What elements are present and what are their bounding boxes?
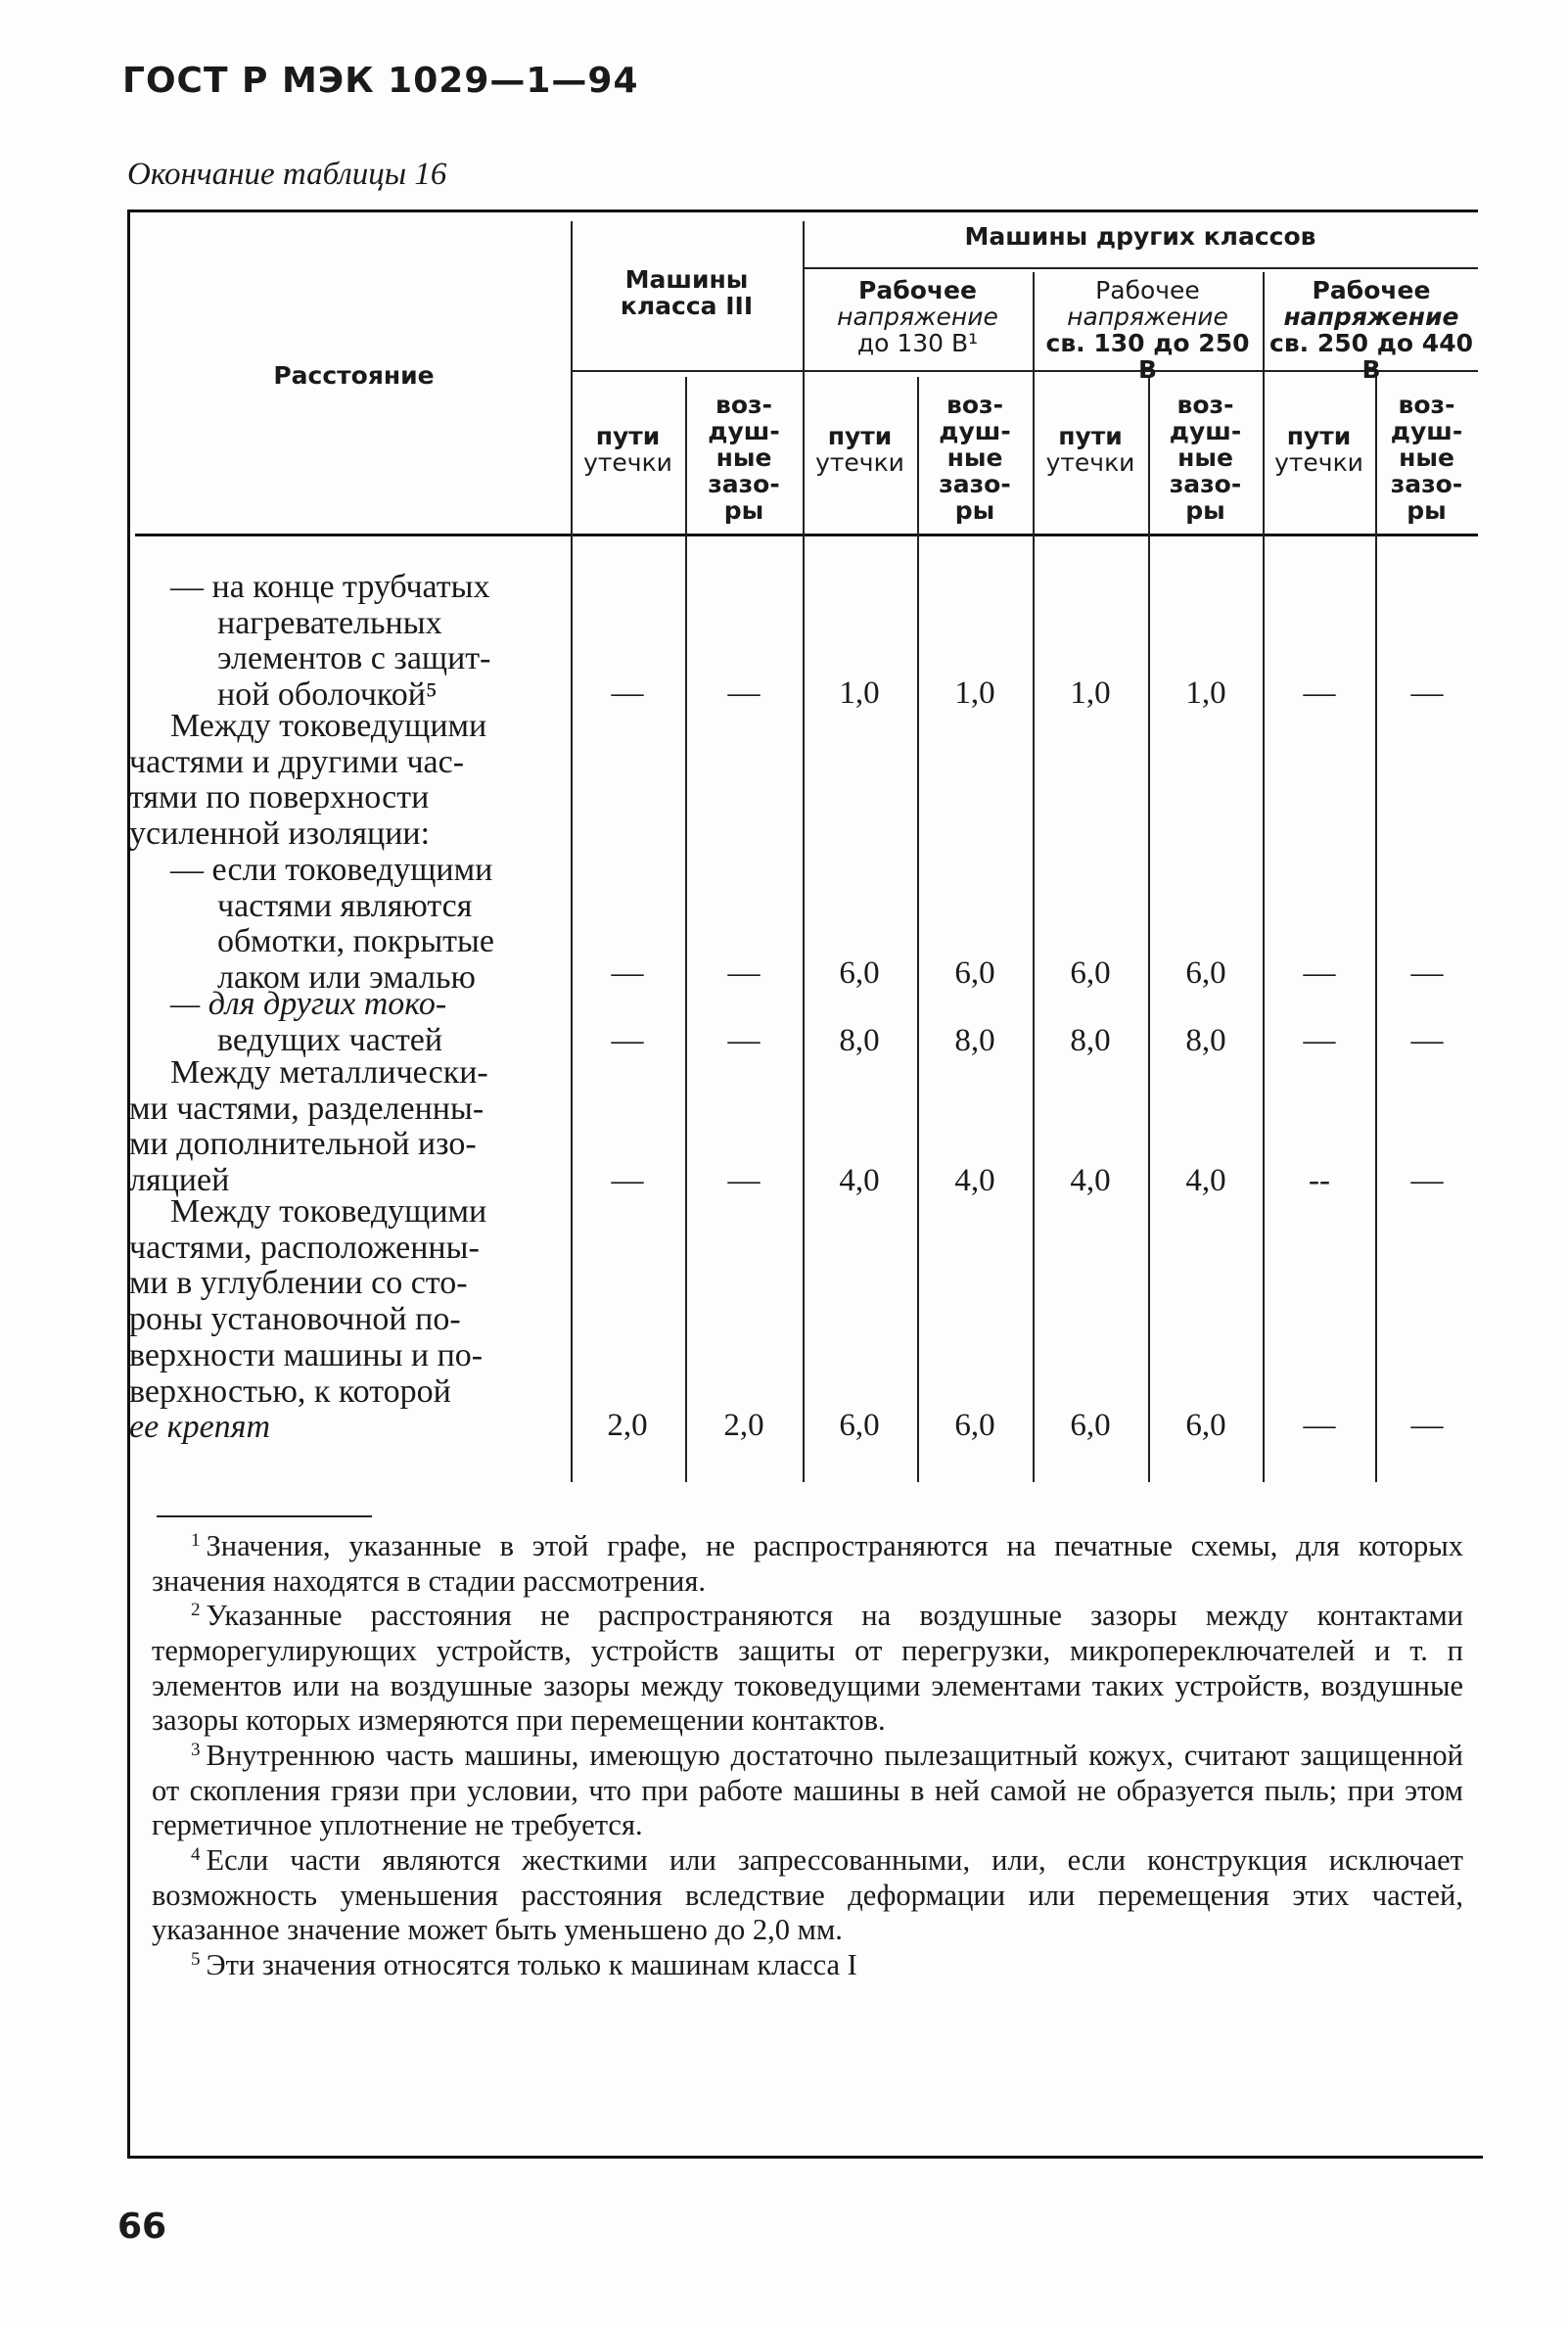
table-cell: 2,0 — [607, 1408, 648, 1443]
table-cell: 1,0 — [839, 675, 880, 711]
table-cell: — — [611, 1023, 644, 1058]
table-cell: 8,0 — [1070, 1023, 1111, 1058]
document-header: ГОСТ Р МЭК 1029—1—94 — [122, 61, 639, 101]
table-cell: — — [727, 1163, 761, 1198]
row-3-description: — для других токо- ведущих частей — [170, 986, 447, 1058]
footnote-5: $^5$ Эти значения относятся только к машинам класса I — [191, 1948, 857, 1982]
subheader-air-v1: воз- душ- ные зазо- ры — [939, 391, 1011, 525]
table-cell: 8,0 — [839, 1023, 880, 1058]
table-cell: 8,0 — [1185, 1023, 1226, 1058]
table-cell: 1,0 — [1185, 675, 1226, 711]
table-cell: — — [1410, 1408, 1444, 1443]
rule-under-header — [135, 534, 1478, 536]
table-cell: 4,0 — [1185, 1163, 1226, 1198]
footnote-separator — [157, 1515, 372, 1517]
table-cell: 6,0 — [1070, 955, 1111, 991]
col-divider-sub4 — [1375, 377, 1377, 1482]
table-cell: 8,0 — [954, 1023, 995, 1058]
header-distance: Расстояние — [273, 361, 435, 390]
col-divider-sub3 — [1148, 377, 1150, 1482]
page-frame-bottom — [127, 2156, 1483, 2159]
table-cell: — — [1410, 1163, 1444, 1198]
table-cell: 6,0 — [1185, 1408, 1226, 1443]
footnote-4: $^4$ Если части являются жесткими или запрессованными, или, если конструкция исключает возможность уменьшения расстояния вследствие деформации или перемещения этих частей, указанное значение может быть уменьшено до 2,0 мм. — [152, 1843, 1463, 1947]
table-cell: — — [611, 675, 644, 711]
table-cell: 4,0 — [954, 1163, 995, 1198]
table-top-rule — [127, 209, 1478, 212]
table-cell: 6,0 — [1185, 955, 1226, 991]
table-cell: — — [611, 955, 644, 991]
table-cell: — — [1303, 675, 1336, 711]
row-2-description: Между токоведущими частями и другими час- тями по поверхности усиленной изоляции: — если токоведущими частями являются обмотки, покрытые лаком или эмалью — [129, 708, 494, 997]
table-cell: 6,0 — [954, 955, 995, 991]
table-cell: 6,0 — [954, 1408, 995, 1443]
row-5-description: Между токоведущими частями, расположенны- ми в углублении со сто- роны установочной по- верхности машины и по- верхностью, к которой ее крепят — [129, 1193, 487, 1446]
subheader-leakage-v1: пути утечки — [815, 422, 904, 477]
table-cell: — — [727, 955, 761, 991]
col-divider-distance — [571, 221, 573, 1482]
subheader-air-v2: воз- душ- ные зазо- ры — [1169, 391, 1242, 525]
table-cell: 6,0 — [839, 1408, 880, 1443]
subheader-air-class3: воз- душ- ные зазо- ры — [708, 391, 780, 525]
row-1-description: — на конце трубчатых нагревательных элементов с защит- ной оболочкой⁵ — [170, 569, 491, 714]
table-cell: 1,0 — [1070, 675, 1111, 711]
footnotes — [152, 1529, 1463, 1983]
table-cell: — — [611, 1163, 644, 1198]
table-cell: — — [1303, 955, 1336, 991]
footnote-1: $^1$ Значения, указанные в этой графе, не распространяются на печатные схемы, для которых значения находятся в стадии рассмотрения. — [152, 1529, 1463, 1598]
table-cell: -- — [1309, 1163, 1330, 1198]
subheader-air-v3: воз- душ- ные зазо- ры — [1390, 391, 1463, 525]
rule-under-group-header — [803, 267, 1478, 269]
col-divider-sub1 — [685, 377, 687, 1482]
table-cell: 4,0 — [1070, 1163, 1111, 1198]
subheader-leakage-v2: пути утечки — [1045, 422, 1135, 477]
subheader-leakage-v3: пути утечки — [1274, 422, 1363, 477]
table-cell: 1,0 — [954, 675, 995, 711]
col-divider-sub2 — [917, 377, 919, 1482]
page-number: 66 — [117, 2207, 167, 2247]
header-other-classes: Машины других классов — [964, 222, 1316, 251]
subheader-leakage-class3: пути утечки — [583, 422, 672, 477]
table-cell: 6,0 — [1070, 1408, 1111, 1443]
table-cell: — — [1410, 955, 1444, 991]
table-cell: 6,0 — [839, 955, 880, 991]
table-cell: — — [727, 675, 761, 711]
header-voltage-250-440: Рабочее напряжение св. 250 до 440 В — [1269, 276, 1473, 384]
col-divider-class3 — [803, 221, 805, 1482]
table-cell: — — [1303, 1023, 1336, 1058]
header-voltage-130-250: Рабочее напряжение св. 130 до 250 В — [1045, 276, 1250, 384]
table-cell: — — [1303, 1408, 1336, 1443]
footnote-2: $^2$ Указанные расстояния не распространяются на воздушные зазоры между контактами терморегулирующих устройств, устройств защиты от перегрузки, микропереключателей и т. п элементов или на воздушные зазоры между токоведущими элементами таких устройств, воздушные зазоры которых измеряются при перемещении контактов. — [152, 1599, 1463, 1738]
footnote-3: $^3$ Внутреннюю часть машины, имеющую достаточно пылезащитный кожух, считают защищенной от скопления грязи при условии, что при работе машины в ней самой не образуется пыль; при этом герметичное уплотнение не требуется. — [152, 1739, 1463, 1842]
header-class3-machines: Машины класса III — [620, 265, 754, 320]
table-cell: 4,0 — [839, 1163, 880, 1198]
header-voltage-up-to-130: Рабочее напряжение до 130 В¹ — [837, 276, 998, 357]
table-cell: — — [1410, 1023, 1444, 1058]
table-cell: — — [1410, 675, 1444, 711]
table-caption: Окончание таблицы 16 — [127, 157, 447, 192]
table-cell: — — [727, 1023, 761, 1058]
row-4-description: Между металлически- ми частями, разделенны- ми дополнительной изо- ляцией — [129, 1054, 488, 1199]
table-cell: 2,0 — [723, 1408, 764, 1443]
